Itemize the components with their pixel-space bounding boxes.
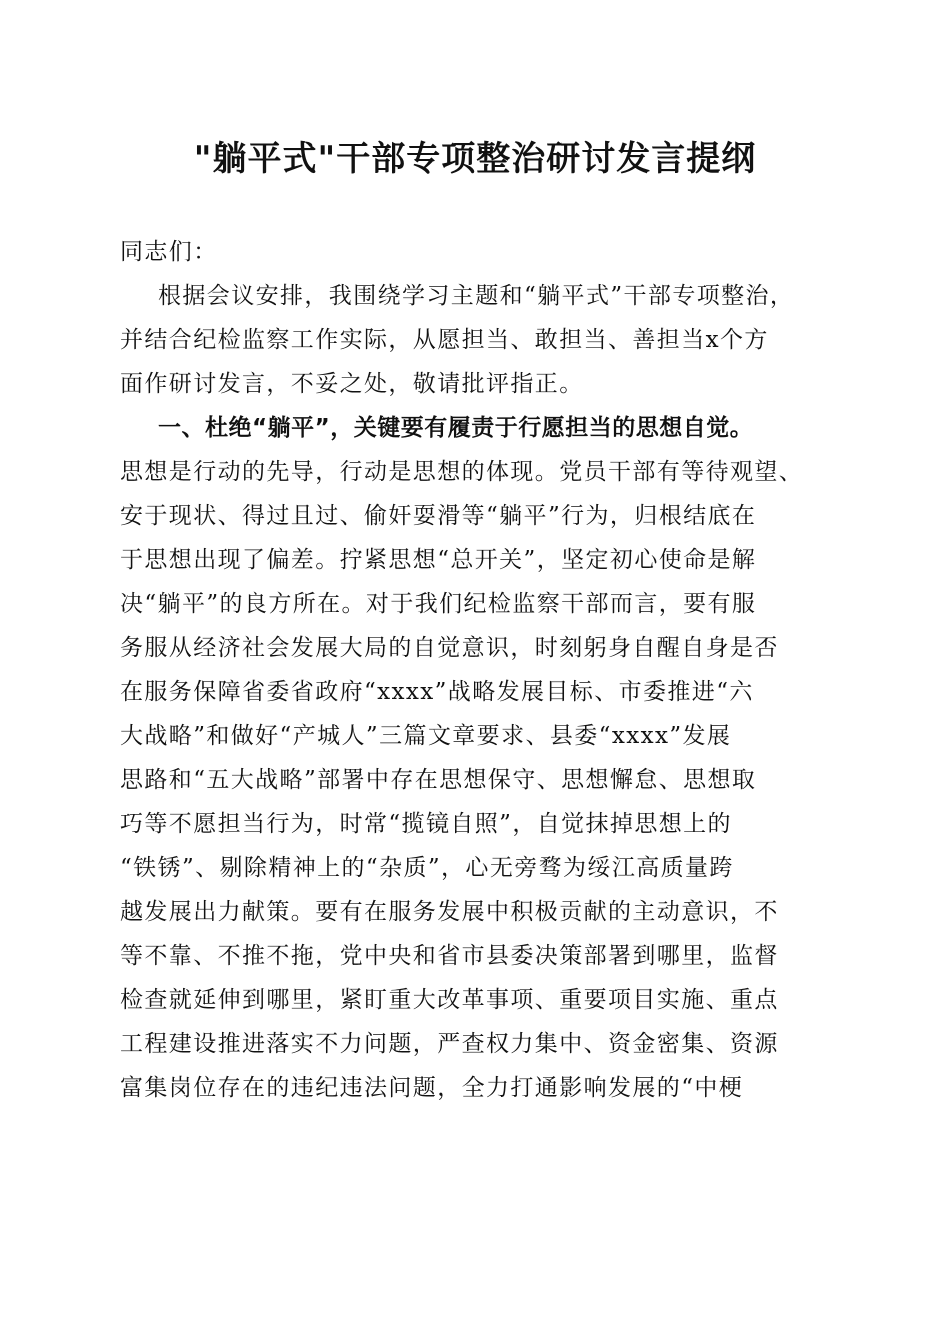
section-line: 务服从经济社会发展大局的自觉意识，时刻躬身自醒自身是否 <box>120 635 779 661</box>
section-line: 在服务保障省委省政府“xxxx”战略发展目标、市委推进“六 <box>120 679 754 705</box>
section-line: “铁锈”、剔除精神上的“杂质”，心无旁骛为绥江高质量跨 <box>120 855 734 881</box>
document-title: "躺平式"干部专项整治研讨发言提纲 <box>193 139 757 179</box>
salutation: 同志们： <box>120 239 218 265</box>
section-line: 检查就延伸到哪里，紧盯重大改革事项、重要项目实施、重点 <box>120 987 779 1013</box>
section-line: 安于现状、得过且过、偷奸耍滑等“躺平”行为，归根结底在 <box>120 503 757 529</box>
section-line: 思路和“五大战略”部署中存在思想保守、思想懈怠、思想取 <box>120 767 757 793</box>
intro-line: 面作研讨发言，不妥之处，敬请批评指正。 <box>120 371 584 397</box>
intro-line: 并结合纪检监察工作实际，从愿担当、敢担当、善担当x个方 <box>120 327 769 353</box>
section-line: 于思想出现了偏差。拧紧思想“总开关”，坚定初心使命是解 <box>120 547 757 573</box>
section-line: 工程建设推进落实不力问题，严查权力集中、资金密集、资源 <box>120 1031 779 1057</box>
section-line: 思想是行动的先导，行动是思想的体现。党员干部有等待观望、 <box>120 459 804 485</box>
intro-line: 根据会议安排，我围绕学习主题和“躺平式”干部专项整治， <box>158 283 795 309</box>
section-line: 等不靠、不推不拖，党中央和省市县委决策部署到哪里，监督 <box>120 943 779 969</box>
section-line: 巧等不愿担当行为，时常“揽镜自照”，自觉抹掉思想上的 <box>120 811 732 837</box>
section-line: 越发展出力献策。要有在服务发展中积极贡献的主动意识，不 <box>120 899 779 925</box>
section-line: 富集岗位存在的违纪违法问题，全力打通影响发展的“中梗 <box>120 1075 744 1101</box>
document-body <box>120 230 840 1110</box>
section-heading: 一、杜绝“躺平”，关键要有履责于行愿担当的思想自觉。 <box>158 415 754 441</box>
section-line: 大战略”和做好“产城人”三篇文章要求、县委“xxxx”发展 <box>120 723 732 749</box>
section-line: 决“躺平”的良方所在。对于我们纪检监察干部而言，要有服 <box>120 591 757 617</box>
